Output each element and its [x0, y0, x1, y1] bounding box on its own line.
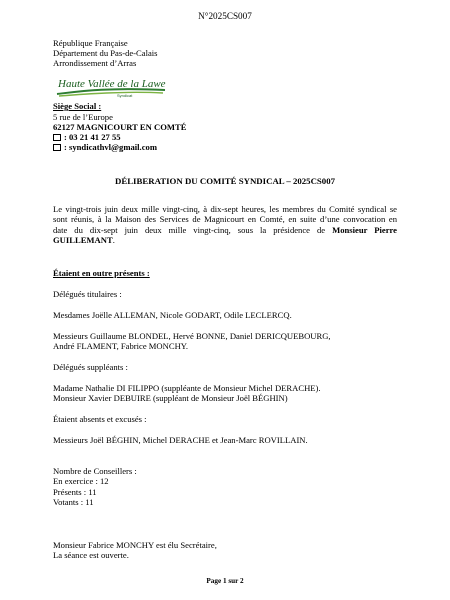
envelope-icon — [53, 144, 61, 151]
arrondissement-line: Arrondissement d’Arras — [53, 58, 137, 68]
intro-line-4: GUILLEMANT. — [53, 235, 115, 246]
intro-line-3: date du dix-sept juin deux mille vingt-cinq, sous la présidence de Monsieur Pierre — [53, 224, 397, 235]
seat-label: Siège Social : — [53, 101, 102, 111]
opening-line: La séance est ouverte. — [53, 550, 129, 560]
email-address: : syndicathvl@gmail.com — [64, 142, 157, 152]
present-heading: Étaient en outre présents : — [53, 268, 150, 278]
city-line: 62127 MAGNICOURT EN COMTÉ — [53, 122, 187, 132]
titulaires-men-line-1: Messieurs Guillaume BLONDEL, Hervé BONNE, Daniel DERICQUEBOURG, — [53, 331, 331, 341]
intro-line-1: Le vingt-trois juin deux mille vingt-cinq, à dix-sept heures, les membres du Comité syndical se — [53, 204, 397, 214]
street-address: 5 rue de l’Europe — [53, 112, 113, 122]
counts-label: Nombre de Conseillers : — [53, 466, 137, 476]
country-line: République Française — [53, 38, 128, 48]
syndicate-logo — [55, 72, 167, 98]
secretary-line: Monsieur Fabrice MONCHY est élu Secrétaire, — [53, 540, 217, 550]
titulaires-label: Délégués titulaires : — [53, 289, 122, 299]
suppleant-1: Madame Nathalie DI FILIPPO (suppléante de Monsieur Michel DERACHE). — [53, 383, 321, 393]
deliberation-title: DÉLIBERATION DU COMITÉ SYNDICAL – 2025CS007 — [114, 176, 336, 186]
president-name: Monsieur Pierre — [332, 224, 397, 235]
titulaires-men-line-2: André FLAMENT, Fabrice MONCHY. — [53, 341, 189, 351]
absents-list: Messieurs Joël BÉGHIN, Michel DERACHE et Jean-Marc ROVILLAIN. — [53, 435, 308, 445]
count-presents: Présents : 11 — [53, 487, 97, 497]
phone-number: : 03 21 41 27 55 — [64, 132, 121, 142]
absents-label: Étaient absents et excusés : — [53, 414, 147, 424]
president-surname: GUILLEMANT — [53, 235, 113, 246]
count-votants: Votants : 11 — [53, 497, 94, 507]
svg-text:Haute Vallée de la Lawe: Haute Vallée de la Lawe — [58, 78, 166, 90]
count-exercice: En exercice : 12 — [53, 476, 109, 486]
phone-icon — [53, 134, 61, 141]
svg-text:Syndicat: Syndicat — [117, 93, 133, 98]
department-line: Département du Pas-de-Calais — [53, 48, 158, 58]
suppleants-label: Délégués suppléants : — [53, 362, 128, 372]
page-footer: Page 1 sur 2 — [206, 577, 244, 585]
suppleant-2: Monsieur Xavier DEBUIRE (suppléant de Monsieur Joël BÉGHIN) — [53, 393, 288, 403]
titulaires-women: Mesdames Joëlle ALLEMAN, Nicole GODART, Odile LECLERCQ. — [53, 310, 292, 320]
intro-line-2: sont réunis, à la Maison des Services de Magnicourt en Comté, en suite d’une convocation en — [53, 214, 397, 225]
phone-line — [53, 132, 121, 142]
reference-number: N°2025CS007 — [198, 11, 252, 21]
email-line — [53, 142, 157, 152]
intro-paragraph — [53, 204, 397, 246]
